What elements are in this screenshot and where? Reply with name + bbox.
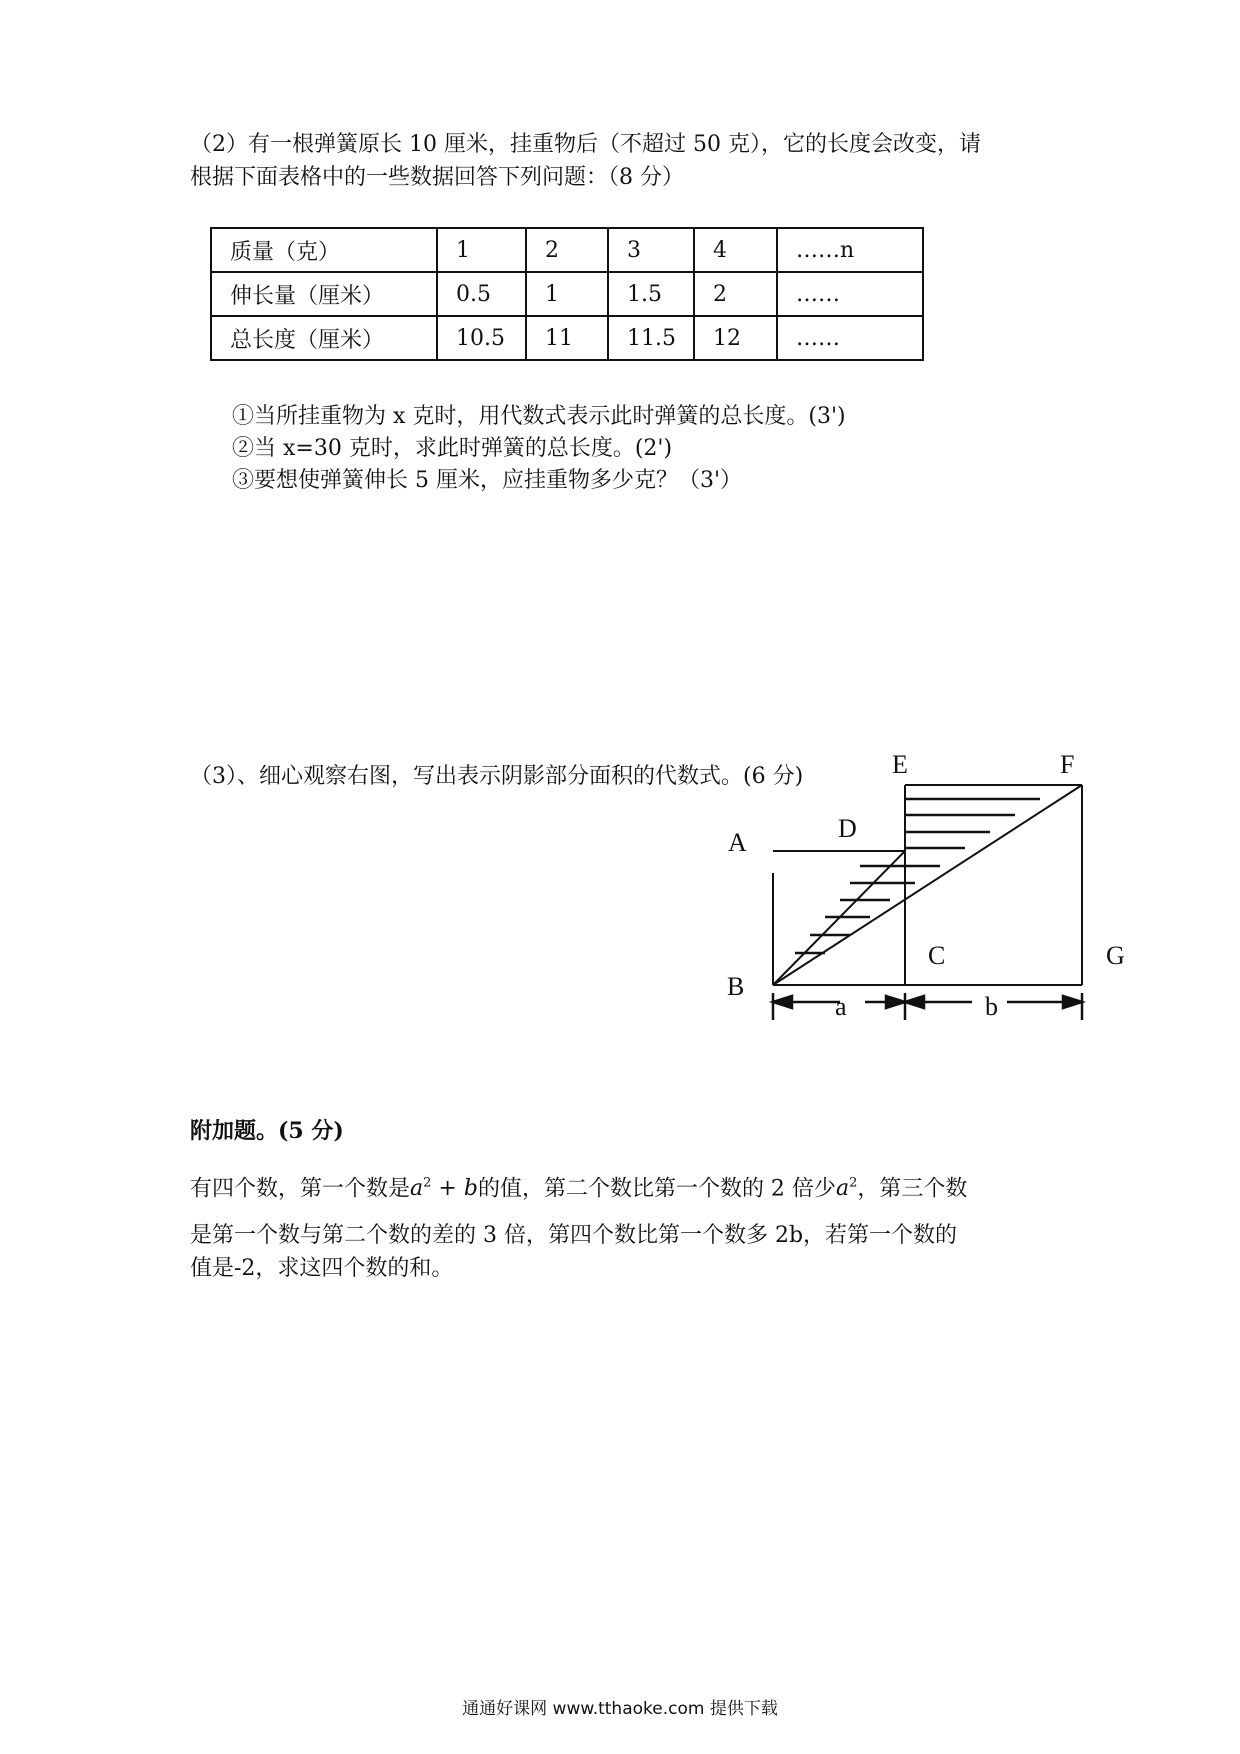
- bonus-line-1-start: 有四个数，第一个数是: [190, 1176, 411, 1202]
- spring-data-table: [210, 227, 924, 361]
- bonus-line-1-end: ，第三个数: [857, 1176, 968, 1202]
- label-f: F: [1060, 750, 1075, 779]
- label-a-dimension: a: [835, 992, 847, 1021]
- table-cell: 伸长量（厘米）: [211, 272, 437, 316]
- table-row: [211, 316, 923, 360]
- expr-var-a: a: [835, 1176, 850, 1202]
- table-cell: 2: [526, 228, 608, 272]
- table-cell: 11: [526, 316, 608, 360]
- expr-var-a: a: [410, 1176, 424, 1202]
- table-cell: 1: [437, 228, 526, 272]
- label-b-dimension: b: [985, 992, 998, 1021]
- label-d: D: [838, 814, 857, 843]
- table-cell: ……: [777, 272, 923, 316]
- expression-a-squared-plus-b: [410, 1176, 478, 1201]
- table-cell: 0.5: [437, 272, 526, 316]
- table-cell: 总长度（厘米）: [211, 316, 437, 360]
- table-cell: 质量（克）: [211, 228, 437, 272]
- expr-exponent: 2: [849, 1176, 858, 1191]
- q2-line-2: 根据下面表格中的一些数据回答下列问题：（8 分）: [190, 165, 684, 190]
- q2-subquestion-1: ①当所挂重物为 x 克时，用代数式表示此时弹簧的总长度。(3'): [232, 404, 846, 429]
- table-cell: 2: [694, 272, 777, 316]
- expr-var-b: b: [463, 1176, 478, 1202]
- table-cell: 3: [608, 228, 694, 272]
- q2-subquestion-2: ②当 x=30 克时，求此时弹簧的总长度。(2'): [232, 436, 673, 461]
- expression-a-squared: [836, 1176, 857, 1201]
- table-cell: 10.5: [437, 316, 526, 360]
- label-a: A: [728, 828, 747, 857]
- table-cell: 4: [694, 228, 777, 272]
- table-cell: ……: [777, 316, 923, 360]
- shading-hatch: [795, 799, 1040, 953]
- table-row: [211, 228, 923, 272]
- bonus-line-1-middle: 的值，第二个数比第一个数的 2 倍少: [477, 1176, 836, 1202]
- table-row: [211, 272, 923, 316]
- label-b: B: [727, 972, 745, 1001]
- bonus-line-2: 是第一个数与第二个数的差的 3 倍，第四个数比第一个数多 2b，若第一个数的: [190, 1223, 958, 1248]
- table-cell: 1.5: [608, 272, 694, 316]
- dimension-arrows: [773, 993, 1082, 1020]
- bonus-title: 附加题。(5 分): [190, 1118, 344, 1144]
- q2-subquestion-3: ③要想使弹簧伸长 5 厘米，应挂重物多少克？（3'）: [232, 468, 743, 493]
- shaded-area-figure: [700, 745, 1140, 1030]
- table-cell: 12: [694, 316, 777, 360]
- table-cell: 1: [526, 272, 608, 316]
- q3-text: （3）、细心观察右图，写出表示阴影部分面积的代数式。(6 分): [190, 764, 804, 789]
- label-e: E: [892, 750, 908, 779]
- table-cell: 11.5: [608, 316, 694, 360]
- label-g: G: [1106, 941, 1125, 970]
- q2-line-1: （2）有一根弹簧原长 10 厘米，挂重物后（不超过 50 克），它的长度会改变，请: [190, 132, 981, 157]
- expr-exponent: 2: [423, 1176, 432, 1191]
- label-c: C: [928, 941, 946, 970]
- table-cell: ……n: [777, 228, 923, 272]
- expr-plus: +: [431, 1176, 464, 1202]
- bonus-line-3: 值是-2，求这四个数的和。: [190, 1256, 454, 1281]
- page-footer: 通通好课网 www.tthaoke.com 提供下载: [462, 1699, 778, 1719]
- bonus-line-1: [190, 1169, 967, 1204]
